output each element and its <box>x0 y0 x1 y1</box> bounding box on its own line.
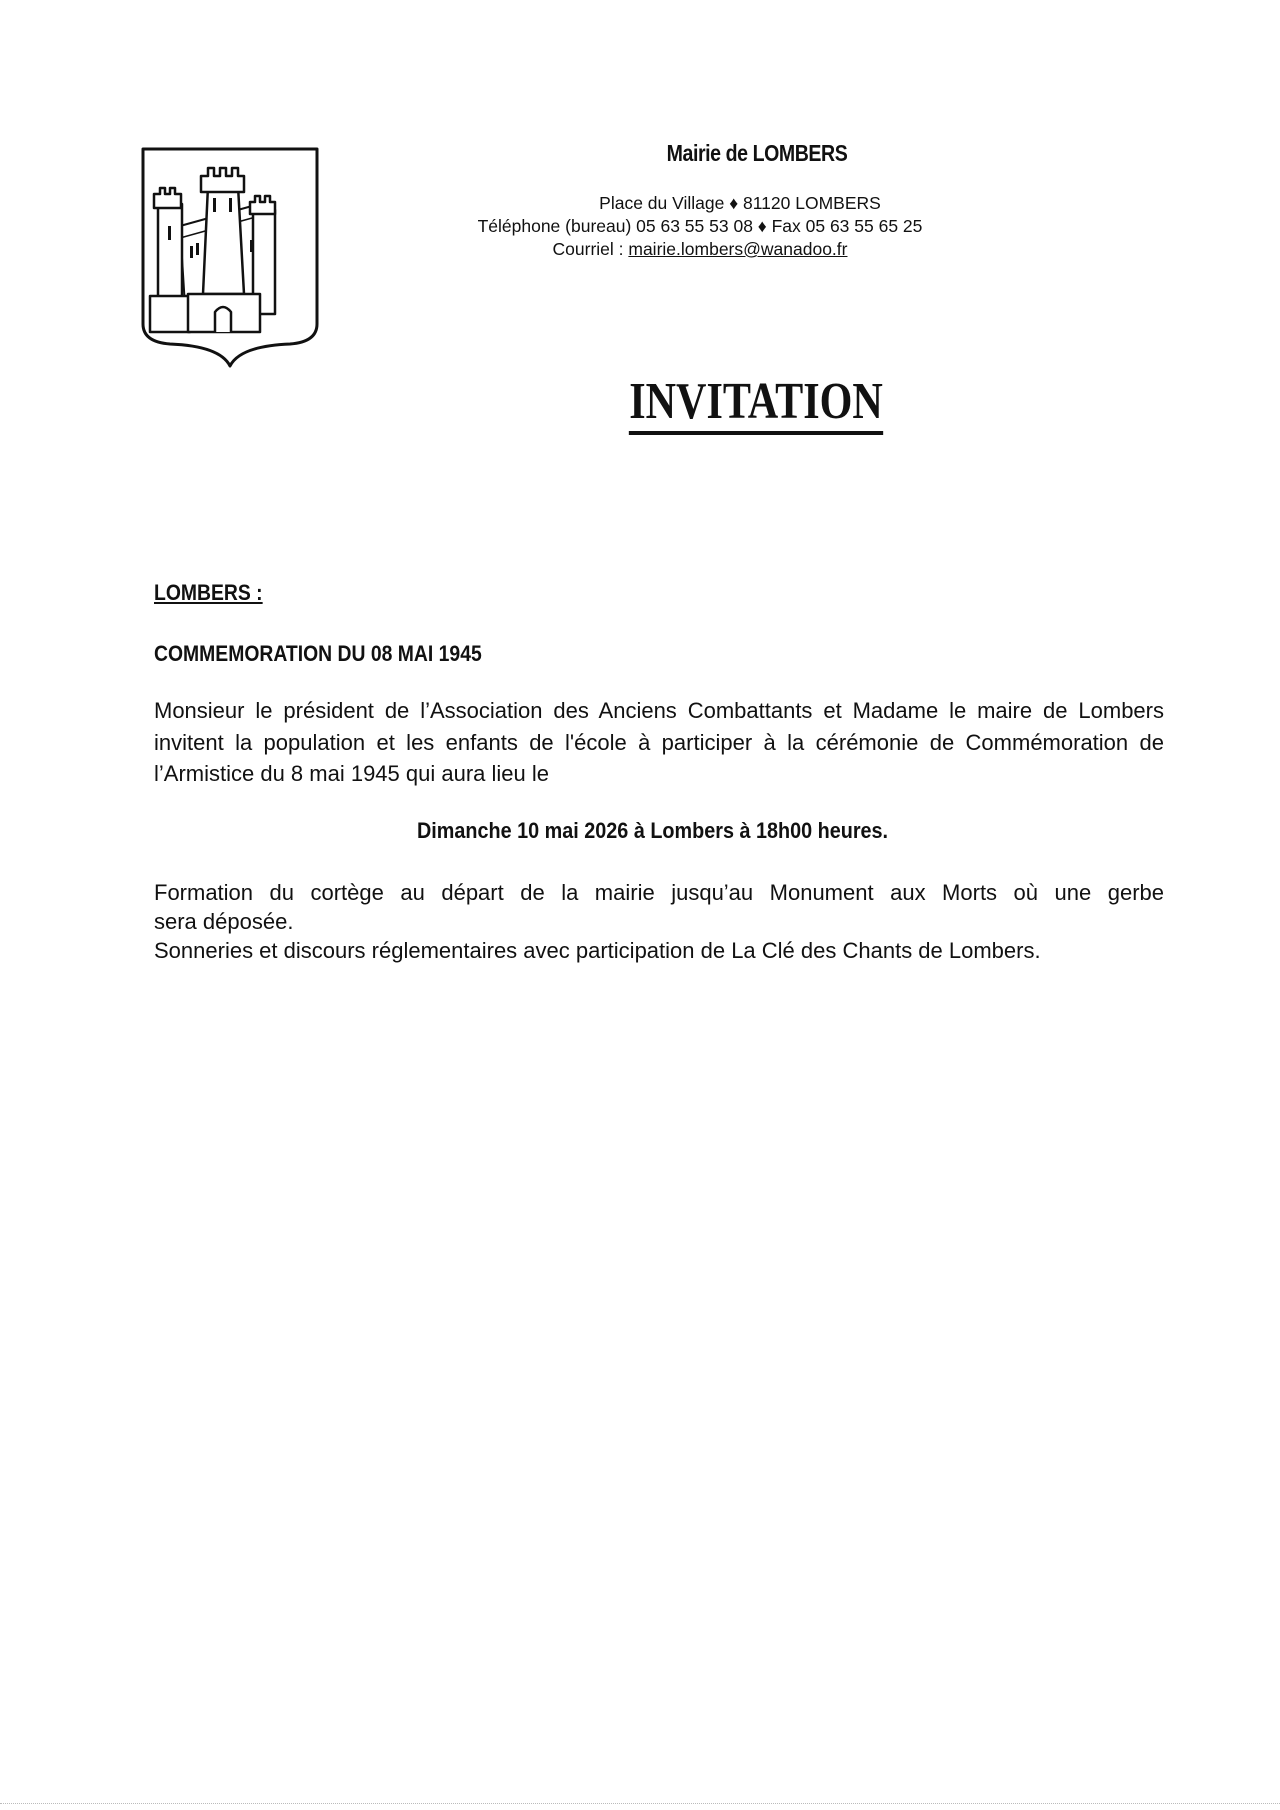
scan-edge-line <box>0 1803 1280 1804</box>
organization-name: Mairie de LOMBERS <box>666 140 848 166</box>
document-title <box>594 372 918 435</box>
title-text: INVITATION <box>629 373 883 435</box>
formation-line: Formation du cortège au départ de la mairie jusqu’au Monument aux Morts où une gerbe <box>154 880 1164 905</box>
place-heading: LOMBERS : <box>154 580 263 605</box>
email-line <box>420 238 980 261</box>
town-crest-logo <box>140 146 320 368</box>
address-line: Place du Village ♦ 81120 LOMBERS <box>599 193 881 213</box>
event-date: Dimanche 10 mai 2026 à Lombers à 18h00 heures. <box>417 818 889 843</box>
procession-details <box>154 878 1164 965</box>
event-heading: COMMEMORATION DU 08 MAI 1945 <box>154 641 482 666</box>
phone-fax-line: Téléphone (bureau) 05 63 55 53 08 ♦ Fax 05 63 55 65 25 <box>477 216 923 236</box>
email-link[interactable]: mairie.lombers@wanadoo.fr <box>628 239 848 259</box>
formation-line-cont: sera déposée. <box>154 909 294 934</box>
sonneries-line: Sonneries et discours réglementaires avec participation de La Clé des Chants de Lombers. <box>154 938 1041 963</box>
email-label: Courriel : <box>552 239 629 259</box>
invitation-paragraph: Monsieur le président de l’Association des Anciens Combattants et Madame le maire de Lombers invitent la population et les enfants de l'école à participer à la cérémonie de Commémoration de l’Armistice du 8 mai 1945 qui aura lieu le <box>154 698 1164 786</box>
